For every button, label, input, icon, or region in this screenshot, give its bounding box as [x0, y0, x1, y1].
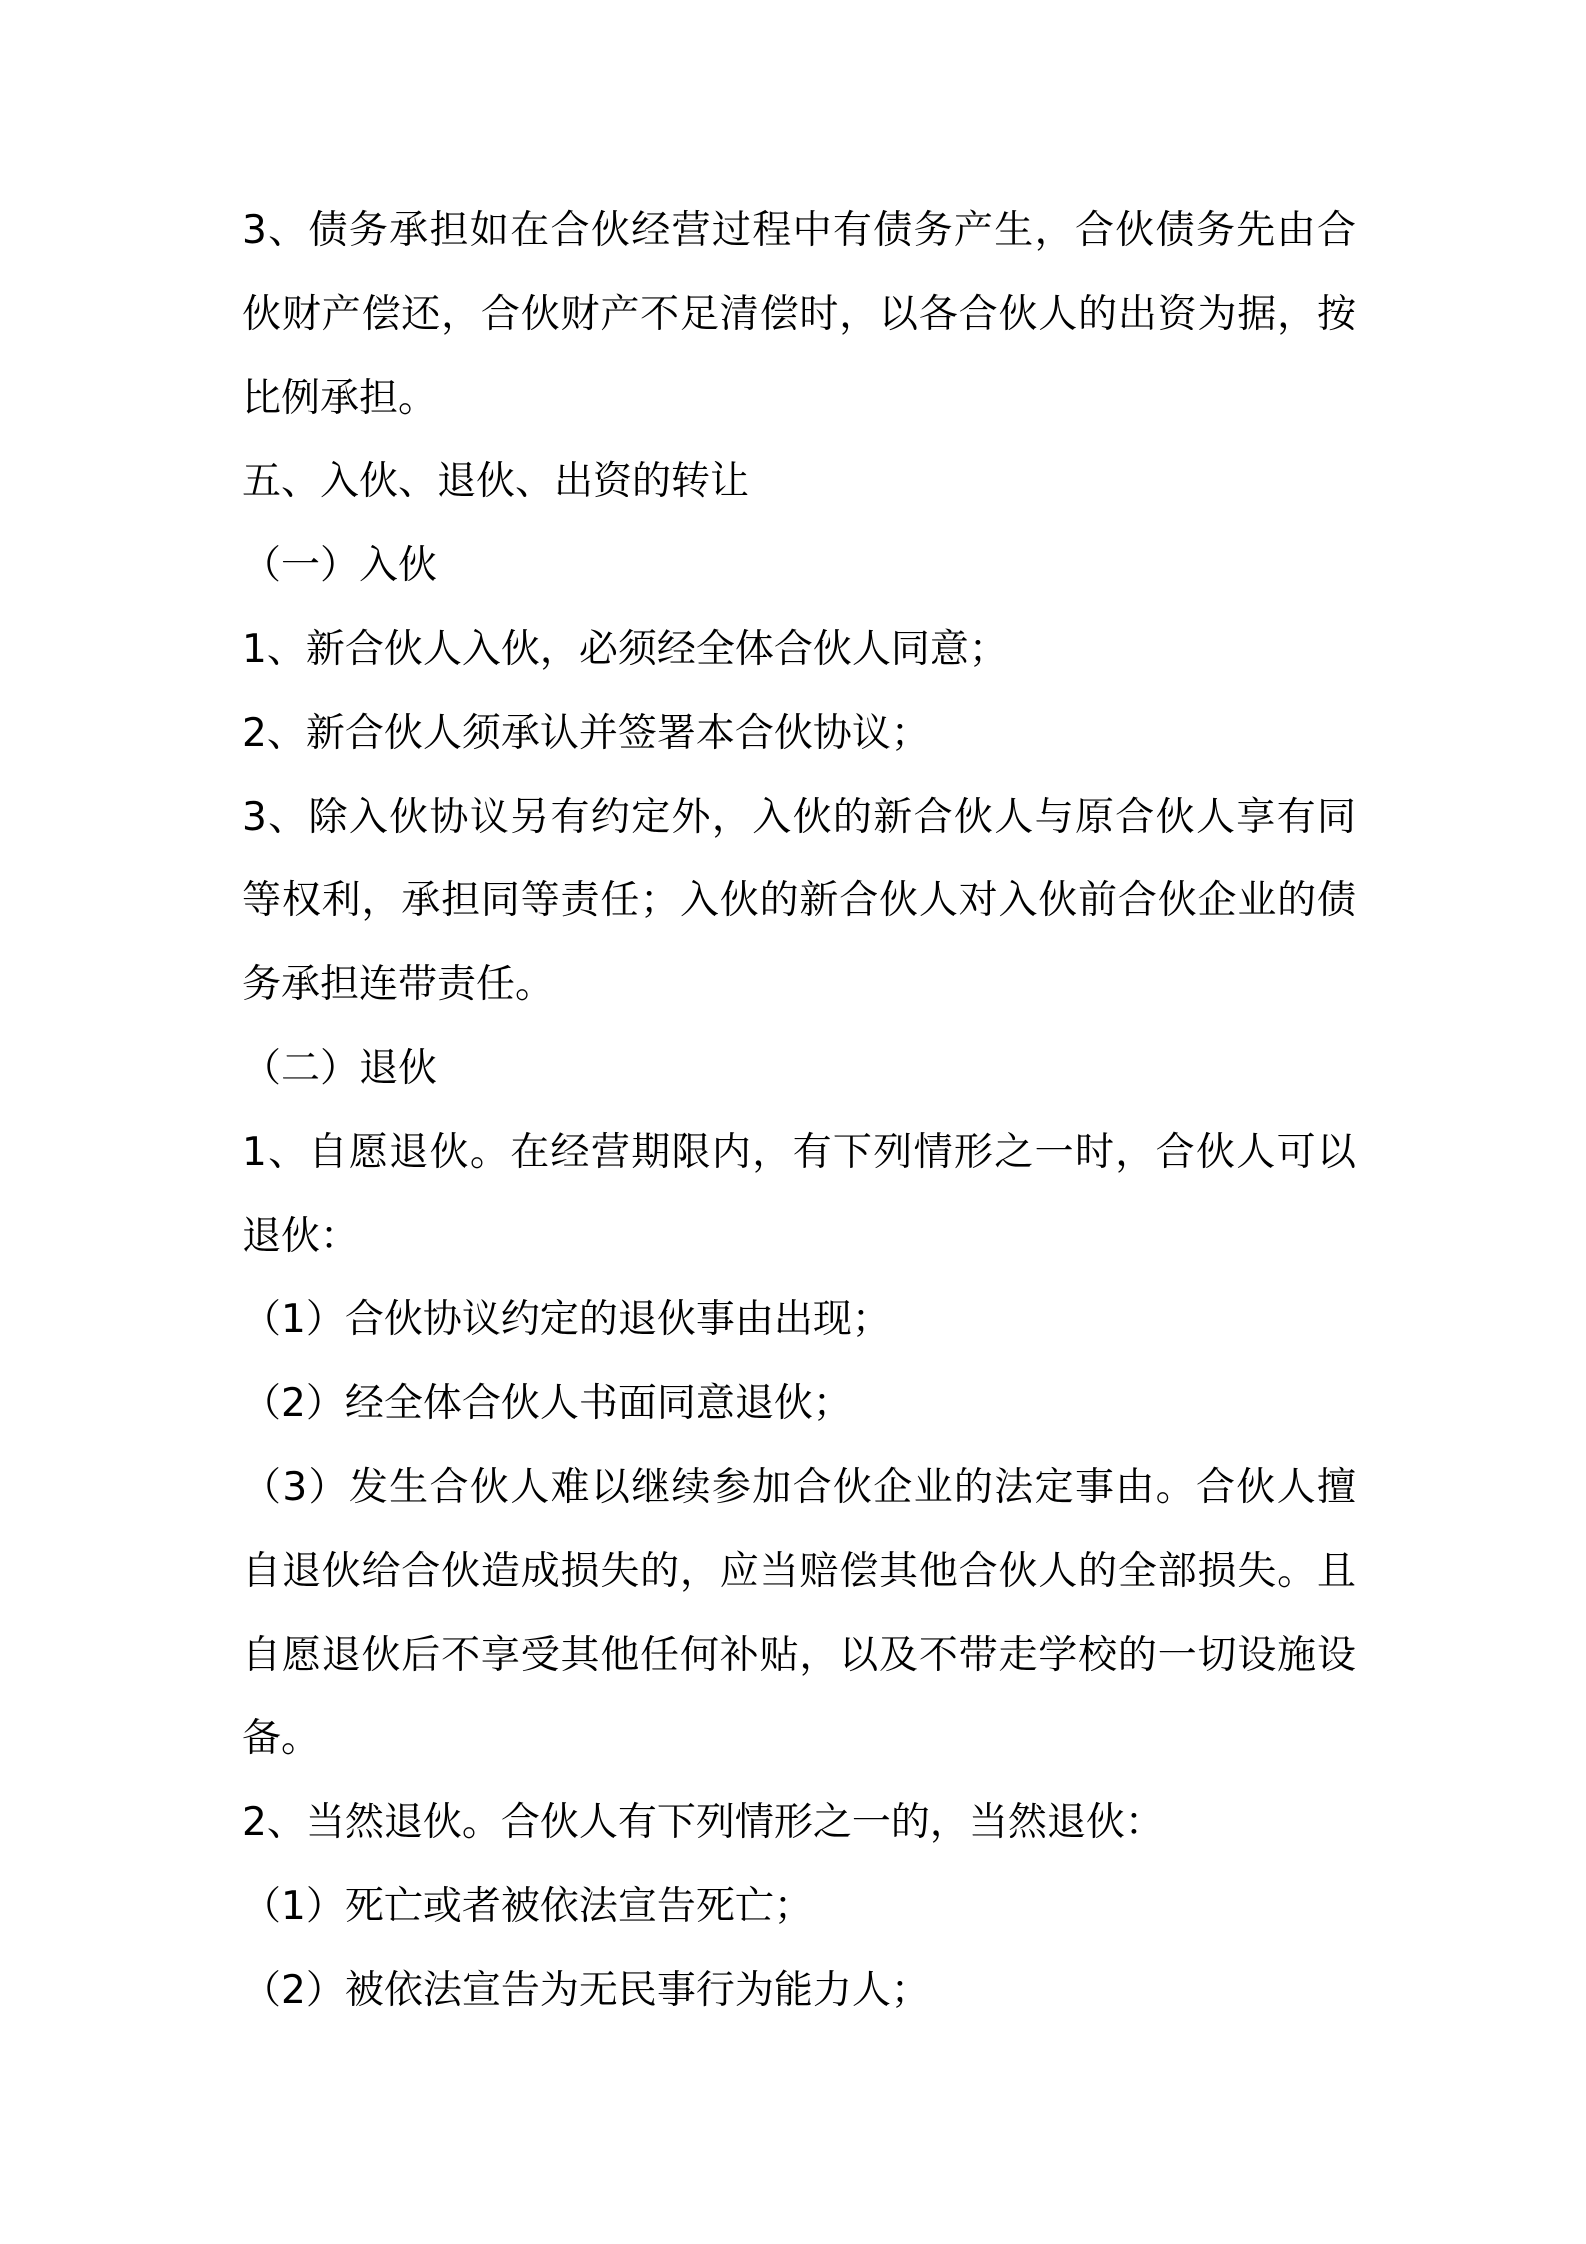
list-item-voluntary-2 — [242, 1362, 1356, 1446]
paragraph-line: （2）被依法宣告为无民事行为能力人； — [242, 1967, 930, 2013]
paragraph-line: 2、当然退伙。合伙人有下列情形之一的，当然退伙： — [242, 1800, 1164, 1846]
subsection-heading-withdrawal — [242, 1027, 1356, 1111]
subsection-heading-text: （一）入伙 — [242, 543, 438, 589]
paragraph-line: 务承担连带责任。 — [242, 962, 555, 1008]
paragraph-line: 3、除入伙协议另有约定外，入伙的新合伙人与原合伙人享有同 — [242, 794, 1356, 840]
paragraph-line: 2、新合伙人须承认并签署本合伙协议； — [242, 710, 930, 756]
list-item-voluntary-3 — [242, 1446, 1356, 1781]
clause-joining-2 — [242, 692, 1356, 776]
paragraph-line: （1）合伙协议约定的退伙事由出现； — [242, 1297, 891, 1343]
paragraph-line: 备。 — [242, 1716, 321, 1762]
paragraph-line: 自愿退伙后不享受其他任何补贴，以及不带走学校的一切设施设 — [242, 1632, 1356, 1678]
paragraph-line: 等权利，承担同等责任；入伙的新合伙人对入伙前合伙企业的债 — [242, 878, 1356, 924]
clause-debt-liability — [242, 189, 1356, 440]
paragraph-line: 自退伙给合伙造成损失的，应当赔偿其他合伙人的全部损失。且 — [242, 1548, 1356, 1594]
paragraph-line: （2）经全体合伙人书面同意退伙； — [242, 1381, 852, 1427]
paragraph-line: 3、债务承担如在合伙经营过程中有债务产生，合伙债务先由合 — [242, 208, 1356, 253]
document-body — [242, 189, 1356, 2033]
subsection-heading-joining — [242, 524, 1356, 608]
paragraph-line: （1）死亡或者被依法宣告死亡； — [242, 1883, 813, 1929]
paragraph-line: 退伙： — [242, 1213, 360, 1259]
paragraph-line: 1、自愿退伙。在经营期限内，有下列情形之一时，合伙人可以 — [242, 1129, 1356, 1175]
section-heading-text: 五、入伙、退伙、出资的转让 — [242, 459, 750, 505]
list-item-automatic-2 — [242, 1949, 1356, 2033]
paragraph-line: 比例承担。 — [242, 375, 438, 421]
paragraph-line: （3）发生合伙人难以继续参加合伙企业的法定事由。合伙人擅 — [242, 1464, 1356, 1510]
clause-automatic-withdrawal — [242, 1781, 1356, 1865]
paragraph-line: 伙财产偿还，合伙财产不足清偿时，以各合伙人的出资为据，按 — [242, 291, 1356, 337]
clause-joining-3 — [242, 776, 1356, 1027]
paragraph-line: 1、新合伙人入伙，必须经全体合伙人同意； — [242, 626, 1008, 672]
clause-joining-1 — [242, 608, 1356, 692]
list-item-automatic-1 — [242, 1865, 1356, 1949]
list-item-voluntary-1 — [242, 1278, 1356, 1362]
clause-voluntary-withdrawal — [242, 1111, 1356, 1279]
section-heading — [242, 440, 1356, 524]
subsection-heading-text: （二）退伙 — [242, 1045, 438, 1091]
